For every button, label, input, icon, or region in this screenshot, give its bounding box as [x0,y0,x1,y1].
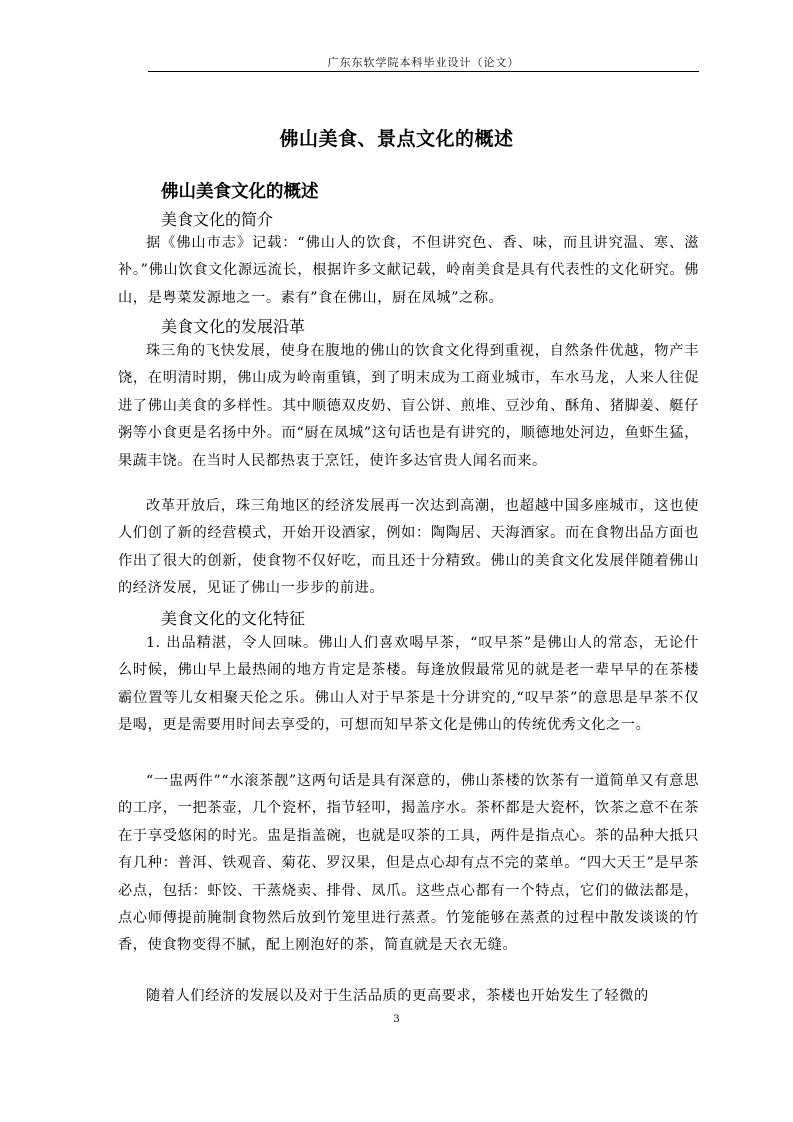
subsection-heading-intro: 美食文化的简介 [161,210,274,229]
paragraph-features-3: 随着人们经济的发展以及对于生活品质的更高要求，茶楼也开始发生了轻微的 [146,988,649,1004]
header-rule [148,71,699,72]
page-number: 3 [393,1014,400,1025]
subsection-heading-history: 美食文化的发展沿革 [161,317,306,336]
chapter-title: 佛山美食、景点文化的概述 [279,128,514,150]
paragraph-features-2: “一盅两件”“水滚茶靓”这两句话是具有深意的，佛山茶楼的饮茶有一道简单又有意思的工序，一把茶壶，几个瓷杯，指节轻叩，揭盖序水。茶杯都是大瓷杯，饮茶之意不在茶在于享受悠闲的时光。盅是指盖碗，也就是叹茶的工具，两件是指点心。茶的品种大抵只有几种：普洱、铁观音、菊花、罗汉果，但是点心却有点不完的菜单。“四大天王”是早茶必点，包括：虾饺、干蒸烧卖、排骨、凤爪。这些点心都有一个特点，它们的做法都是，点心师傅提前腌制食物然后放到竹笼里进行蒸煮。竹笼能够在蒸煮的过程中散发谈谈的竹香，使食物变得不腻，配上刚泡好的茶，简直就是天衣无缝。 [118,773,699,954]
section-title: 佛山美食文化的概述 [161,182,319,202]
running-header: 广东东软学院本科毕业设计（论文） [327,56,520,69]
paragraph-intro: 据《佛山市志》记载：“佛山人的饮食，不但讲究色、香、味，而且讲究温、寒、滋补。”佛山饮食文化源远流长，根据许多文献记载，岭南美食是具有代表性的文化研究。佛山，是粤菜发源地之一。素有”食在佛山，厨在凤城”之称。 [118,235,699,306]
subsection-heading-features: 美食文化的文化特征 [161,609,306,628]
paragraph-history-1: 珠三角的飞快发展，使身在腹地的佛山的饮食文化得到重视，自然条件优越，物产丰饶，在明清时期，佛山成为岭南重镇，到了明末成为工商业城市，车水马龙，人来人往促进了佛山美食的多样性。其中顺德双皮奶、盲公饼、煎堆、豆沙角、酥角、猪脚姜、艇仔粥等小食更是名扬中外。而“厨在凤城”这句话也是有讲究的，顺德地处河边，鱼虾生猛，果蔬丰饶。在当时人民都热衷于烹饪，使许多达官贵人闻名而来。 [118,343,699,469]
paragraph-history-2: 改革开放后，珠三角地区的经济发展再一次达到高潮，也超越中国多座城市，这也使人们创了新的经营模式，开始开设酒家，例如：陶陶居、天海酒家。而在食物出品方面也作出了很大的创新，使食物不仅好吃，而且还十分精致。佛山的美食文化发展伴随着佛山的经济发展，见证了佛山一步步的前进。 [118,498,699,597]
paragraph-features-1: 1. 出品精湛，令人回味。佛山人们喜欢喝早茶，“叹早茶”是佛山人的常态，无论什么时候，佛山早上最热闹的地方肯定是茶楼。每逢放假最常见的就是老一辈早早的在茶楼霸位置等儿女相聚天伦之乐。佛山人对于早茶是十分讲究的,“叹早茶”的意思是早茶不仅是喝，更是需要用时间去享受的，可想而知早茶文化是佛山的传统优秀文化之一。 [118,635,699,734]
